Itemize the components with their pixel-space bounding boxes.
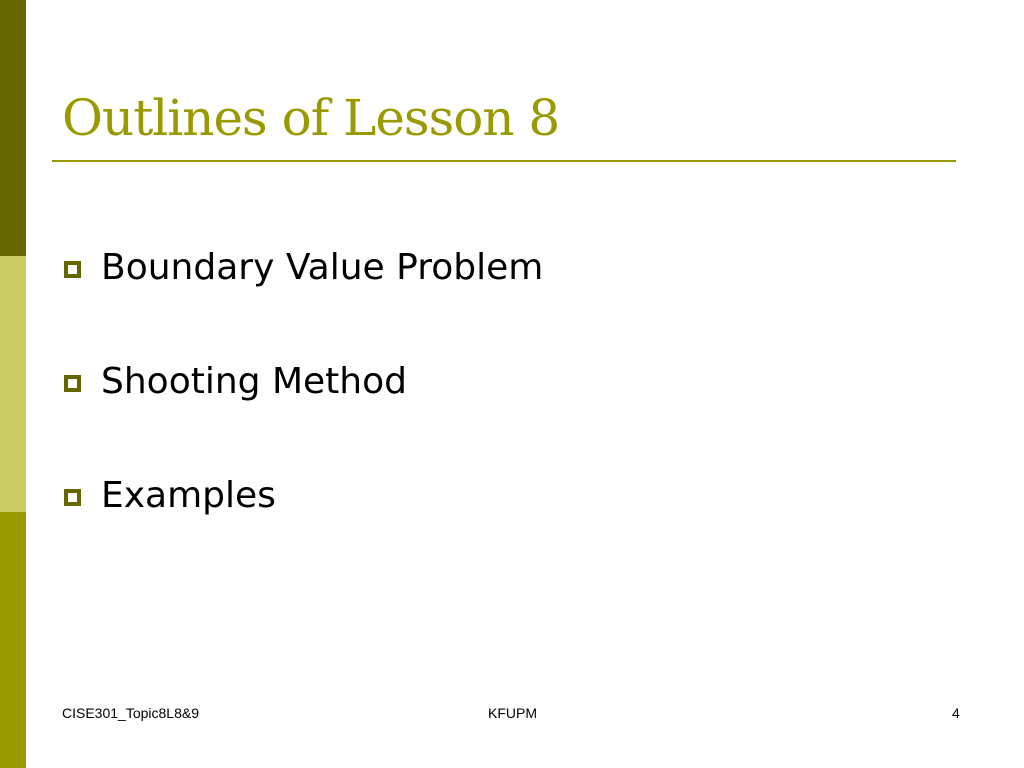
bullet-text: Shooting Method: [101, 361, 407, 402]
bullet-item: [64, 468, 543, 582]
footer-institution: KFUPM: [488, 705, 537, 721]
square-bullet-icon: [64, 375, 81, 392]
bullet-text: Boundary Value Problem: [101, 247, 544, 288]
side-bar-light-segment: [0, 256, 26, 512]
side-bar-dark-segment: [0, 0, 26, 256]
title-underline: [52, 160, 956, 162]
footer-course-code: CISE301_Topic8L8&9: [62, 705, 199, 721]
square-bullet-icon: [64, 489, 81, 506]
slide-title: Outlines of Lesson 8: [62, 89, 560, 147]
bullet-item: [64, 354, 543, 468]
square-bullet-icon: [64, 261, 81, 278]
footer-page-number: 4: [952, 705, 960, 721]
bullet-item: [64, 240, 543, 354]
bullet-list: [64, 240, 543, 582]
bullet-text: Examples: [101, 475, 276, 516]
side-bar-olive-segment: [0, 512, 26, 768]
